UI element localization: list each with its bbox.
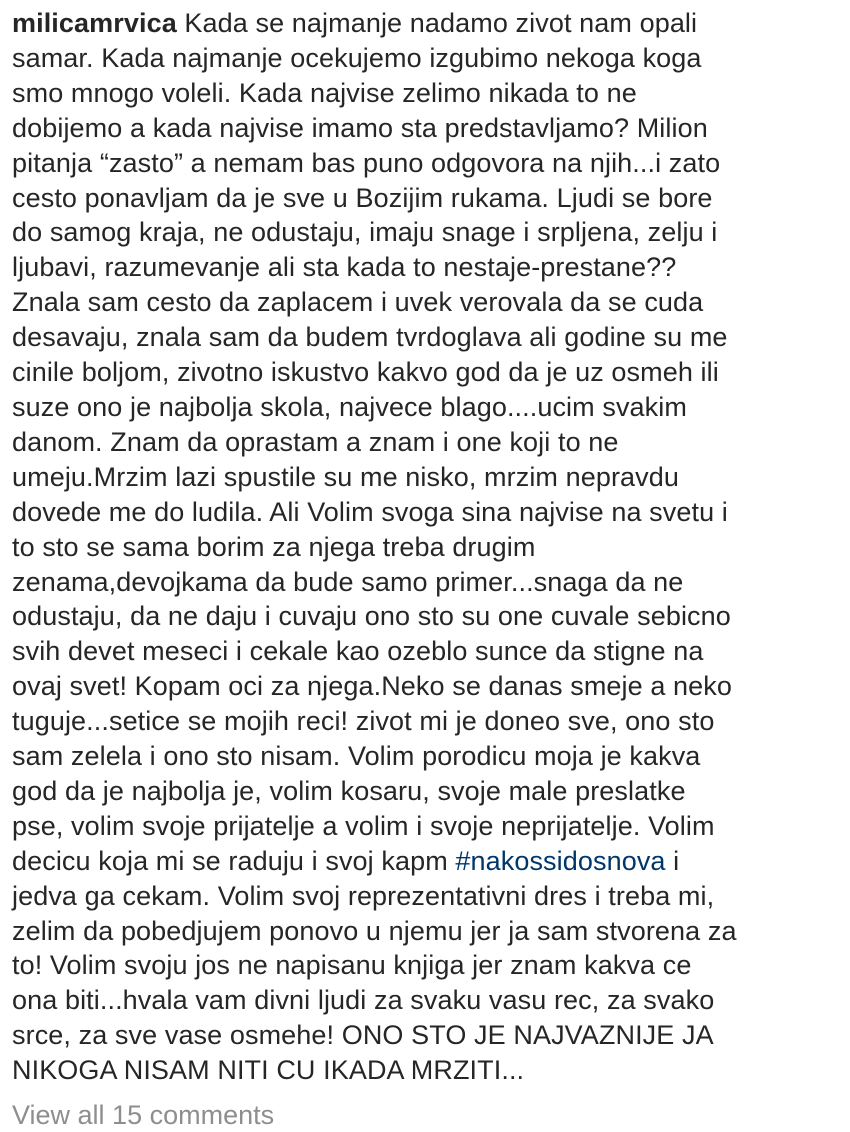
post-caption-container [12,6,842,1088]
username-link[interactable]: milicamrvica [12,8,177,38]
hashtag-link[interactable]: #nakossidosnova [455,845,666,876]
caption-text: Kada se najmanje nadamo zivot nam opali samar. Kada najmanje ocekujemo izgubimo nekoga koga smo mnogo voleli. Kada najvise zelimo nikada to ne dobijemo a kada najvise imamo sta predstavljamo? Milion pitanja “zasto” a nemam bas puno odgovora na njih...i zato cesto ponavljam da je sve u Bozijim rukama. Ljudi se bore do samog kraja, ne odustaju, imaju snage i srpljena, zelju i ljubavi, razumevanje ali sta kada to nestaje-prestane?? Znala sam cesto da zaplacem i uvek verovala da se cuda desavaju, znala sam da budem tvrdoglava ali godine su me cinile boljom, zivotno iskustvo kakvo god da je uz osmeh ili suze ono je najbolja skola, najvece blago....ucim svakim danom. Znam da oprastam a znam i one koji to ne umeju.Mrzim lazi spustile su me nisko, mrzim nepravdu dovede me do ludila. Ali Volim svoga sina najvise na svetu i to sto se sama borim za njega treba drugim zenama,devojkama da bude samo primer...snaga da ne odustaju, da ne daju i cuvaju ono sto su one cuvale sebicno svih devet meseci i cekale kao ozeblo sunce da stigne na ovaj svet! Kopam oci za njega.Neko se danas smeje a neko tuguje...setice se mojih reci! zivot mi je doneo sve, ono sto sam zelela i ono sto nisam. Volim porodicu moja je kakva god da je najbolja je, volim kosaru, svoje male preslatke pse, volim svoje prijatelje a volim i svoje neprijatelje. Volim decicu koja mi se raduju i svoj kapm [12,8,733,876]
view-all-comments-link[interactable]: View all 15 comments [12,1100,275,1130]
caption-text-continued: i jedva ga cekam. Volim svoj reprezentativni dres i treba mi, zelim da pobedjujem ponovo u njemu jer ja sam stvorena za to! Volim svoju jos ne napisanu knjiga jer znam kakva ce ona biti...hvala vam divni ljudi za svaku vasu rec, za svako srce, za sve vase osmehe! ONO STO JE NAJVAZNIJE JA NIKOGA NISAM NITI CU IKADA MRZITI... [12,845,737,1086]
post-caption [12,6,842,1088]
